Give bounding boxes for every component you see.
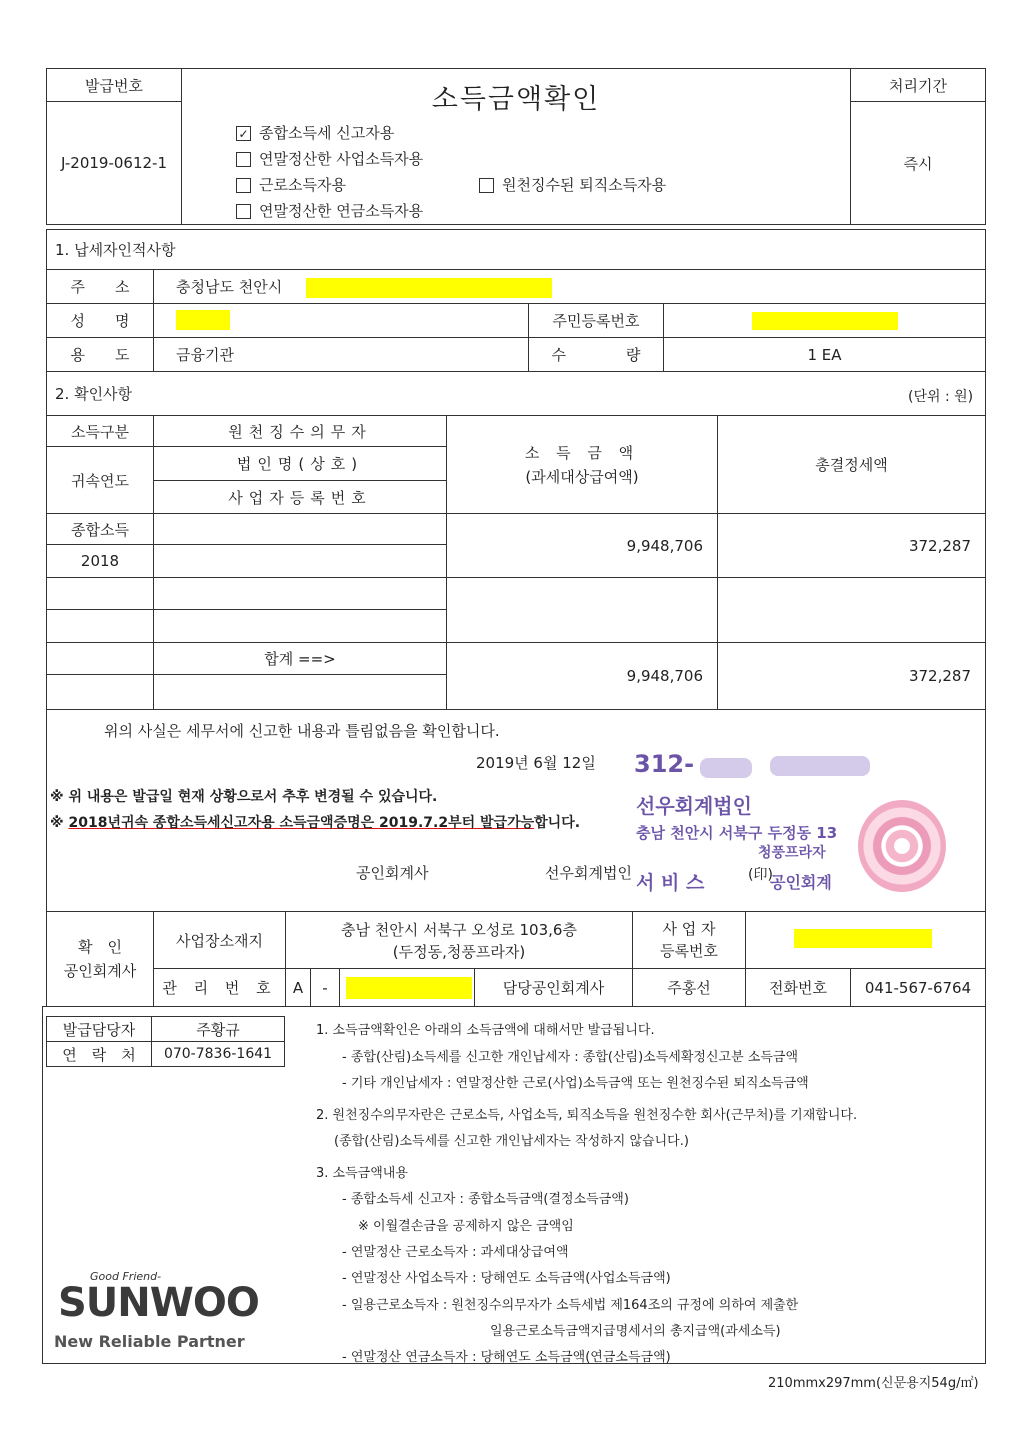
row1-bizno xyxy=(153,544,447,578)
note-item: - 기타 개인납세자 : 연말정산한 근로(사업)소득금액 또는 원천징수된 퇴직소득금액 xyxy=(342,1076,809,1091)
qty-label: 수 량 xyxy=(528,337,664,372)
col-tax: 총결정세액 xyxy=(717,415,986,514)
qty-value: 1 EA xyxy=(663,337,986,372)
stamp-address: 충남 천안시 서북구 두정동 13 xyxy=(636,824,838,842)
stamp-blur-1 xyxy=(700,758,752,778)
option-5 xyxy=(236,200,423,221)
note-item: ※ 이월결손금을 공제하지 않은 금액임 xyxy=(358,1219,574,1234)
col-corp-name: 법인명(상호) xyxy=(153,446,447,481)
option-3-label: 근로소득자용 xyxy=(259,176,346,194)
stamp-service: 서 비 스 xyxy=(636,872,705,894)
note-1: ※ 위 내용은 발급일 현재 상황으로서 추후 변경될 수 있습니다. xyxy=(50,789,438,805)
address-label: 주 소 xyxy=(46,269,154,304)
row2-corp xyxy=(153,577,447,610)
row2-type xyxy=(46,577,154,610)
seal-image xyxy=(858,800,946,892)
row2-amount xyxy=(446,577,718,643)
note-2-underlined: 2018년귀속 종합소득세신고자용 소득금액증명은 2019.7.2부터 발급가능 xyxy=(68,815,535,831)
option-3 xyxy=(236,174,346,195)
address-value xyxy=(153,269,986,304)
total-tax: 372,287 xyxy=(717,642,986,710)
note-item: (종합(산림)소득세를 신고한 개인납세자는 작성하지 않습니다.) xyxy=(334,1134,689,1149)
row2-tax xyxy=(717,577,986,643)
mgmt-prefix: A xyxy=(285,968,311,1007)
cpa-table-label: 확 인 공인회계사 xyxy=(46,911,154,1007)
use-label: 용 도 xyxy=(46,337,154,372)
officer-label: 발급담당자 xyxy=(46,1016,152,1042)
col-income-amount: 소 득 금 액 xyxy=(524,443,640,462)
note-item: - 종합소득세 신고자 : 종합소득금액(결정소득금액) xyxy=(342,1192,629,1207)
col-income-amount-sub: (과세대상급여액) xyxy=(525,467,639,486)
row2-year xyxy=(46,609,154,643)
cpa-label: 공인회계사 xyxy=(356,864,429,882)
checkbox-4[interactable] xyxy=(479,178,494,193)
row1-corp xyxy=(153,513,447,545)
checkbox-1[interactable]: ✓ xyxy=(236,126,251,141)
logo-brand: SUNWOO xyxy=(58,1280,259,1326)
note-item: 2. 원천징수의무자란은 근로소득, 사업소득, 퇴직소득을 원천징수한 회사(근무처)를 기재합니다. xyxy=(316,1108,858,1123)
paper-spec: 210mmx297mm(신문용지54g/㎡) xyxy=(768,1376,979,1391)
option-4-label: 원천징수된 퇴직소득자용 xyxy=(502,176,667,194)
total-type xyxy=(46,642,154,675)
site-value-2: (두정동,청풍프라자) xyxy=(392,942,526,961)
document-title: 소득금액확인 xyxy=(431,83,601,115)
issue-no-label: 발급번호 xyxy=(46,68,182,102)
confirm-statement: 위의 사실은 세무서에 신고한 내용과 틀림없음을 확인합니다. xyxy=(104,722,500,740)
row1-type: 종합소득 xyxy=(46,513,154,545)
option-2-label: 연말정산한 사업소득자용 xyxy=(259,150,424,168)
redacted-rrn xyxy=(752,312,898,330)
contact-value: 070-7836-1641 xyxy=(151,1041,285,1067)
stamp-building: 청풍프라자 xyxy=(758,845,826,861)
row1-amount: 9,948,706 xyxy=(446,513,718,578)
period-value: 즉시 xyxy=(850,101,986,225)
redacted-name xyxy=(176,310,230,330)
issue-no-value: J-2019-0612-1 xyxy=(46,101,182,225)
note-item: 3. 소득금액내용 xyxy=(316,1166,408,1181)
note-item: - 연말정산 연금소득자 : 당해연도 소득금액(연금소득금액) xyxy=(342,1350,671,1365)
biz-no-label: 사 업 자 등록번호 xyxy=(632,911,746,969)
option-4 xyxy=(479,174,666,195)
total-bizno xyxy=(153,674,447,710)
note-item: - 종합(산림)소득세를 신고한 개인납세자 : 종합(산림)소득세확정신고분 소득금액 xyxy=(342,1050,799,1065)
site-value: 충남 천안시 서북구 오성로 103,6층 xyxy=(341,920,577,939)
checkbox-5[interactable] xyxy=(236,204,251,219)
name-label: 성 명 xyxy=(46,303,154,338)
row1-tax: 372,287 xyxy=(717,513,986,578)
col-year: 귀속연도 xyxy=(46,446,154,514)
stamp-firm: 선우회계법인 xyxy=(636,794,752,818)
option-2 xyxy=(236,148,423,169)
total-label: 합계 ==> xyxy=(153,642,447,675)
checkbox-2[interactable] xyxy=(236,152,251,167)
section1-title: 1. 납세자인적사항 xyxy=(46,229,986,270)
confirm-date: 2019년 6월 12일 xyxy=(476,754,596,772)
note-2 xyxy=(50,812,580,832)
col-income-type: 소득구분 xyxy=(46,415,154,447)
officer-value: 주황규 xyxy=(151,1016,285,1042)
note-item: - 일용근로소득자 : 원천징수의무자가 소득세법 제164조의 규정에 의하여 제출한 xyxy=(342,1298,799,1313)
logo-tagline: Good Friend- xyxy=(90,1270,162,1283)
mgmt-dash: - xyxy=(310,968,340,1007)
note-item: - 연말정산 근로소득자 : 과세대상급여액 xyxy=(342,1245,569,1260)
option-1-label: 종합소득세 신고자용 xyxy=(259,124,395,142)
redacted-biz-no xyxy=(794,929,932,948)
redacted-address xyxy=(306,278,552,298)
period-label: 처리기간 xyxy=(850,68,986,102)
rrn-label: 주민등록번호 xyxy=(528,303,664,338)
cpa-in-charge: 주홍선 xyxy=(632,968,746,1007)
address-text: 충청남도 천안시 xyxy=(176,278,283,296)
option-5-label: 연말정산한 연금소득자용 xyxy=(259,202,424,220)
stamp-blur-2 xyxy=(770,756,870,776)
stamp-cpa: 공인회계 xyxy=(770,873,832,892)
option-1 xyxy=(236,122,394,143)
redacted-mgmt-no xyxy=(346,977,472,999)
total-amount: 9,948,706 xyxy=(446,642,718,710)
contact-label: 연 락 처 xyxy=(46,1041,152,1067)
note-2-prefix: ※ xyxy=(50,815,69,831)
section2-title: 2. 확인사항 xyxy=(46,371,986,416)
checkbox-3[interactable] xyxy=(236,178,251,193)
col-biz-no: 사업자등록번호 xyxy=(153,480,447,514)
note-item: 일용근로소득금액지급명세서의 총지급액(과세소득) xyxy=(490,1324,781,1339)
cpa-in-charge-label: 담당공인회계사 xyxy=(474,968,633,1007)
site-label: 사업장소재지 xyxy=(153,911,286,969)
note-item: - 연말정산 사업소득자 : 당해연도 소득금액(사업소득금액) xyxy=(342,1271,671,1286)
stamp-number: 312- xyxy=(634,750,695,778)
col-withholder: 원천징수의무자 xyxy=(153,415,447,447)
unit-note: (단위 : 원) xyxy=(908,389,974,405)
note-2-suffix: 합니다. xyxy=(534,815,581,831)
seal-mark: (印) xyxy=(748,867,773,883)
row2-bizno xyxy=(153,609,447,643)
mgmt-label: 관 리 번 호 xyxy=(153,968,286,1007)
total-year xyxy=(46,674,154,710)
row1-year: 2018 xyxy=(46,544,154,578)
firm-name: 선우회계법인 xyxy=(545,864,632,882)
phone-label: 전화번호 xyxy=(745,968,851,1007)
logo-slogan: New Reliable Partner xyxy=(54,1332,245,1351)
phone-value: 041-567-6764 xyxy=(850,968,986,1007)
use-value: 금융기관 xyxy=(153,337,529,372)
note-item: 1. 소득금액확인은 아래의 소득금액에 대해서만 발급됩니다. xyxy=(316,1023,655,1038)
